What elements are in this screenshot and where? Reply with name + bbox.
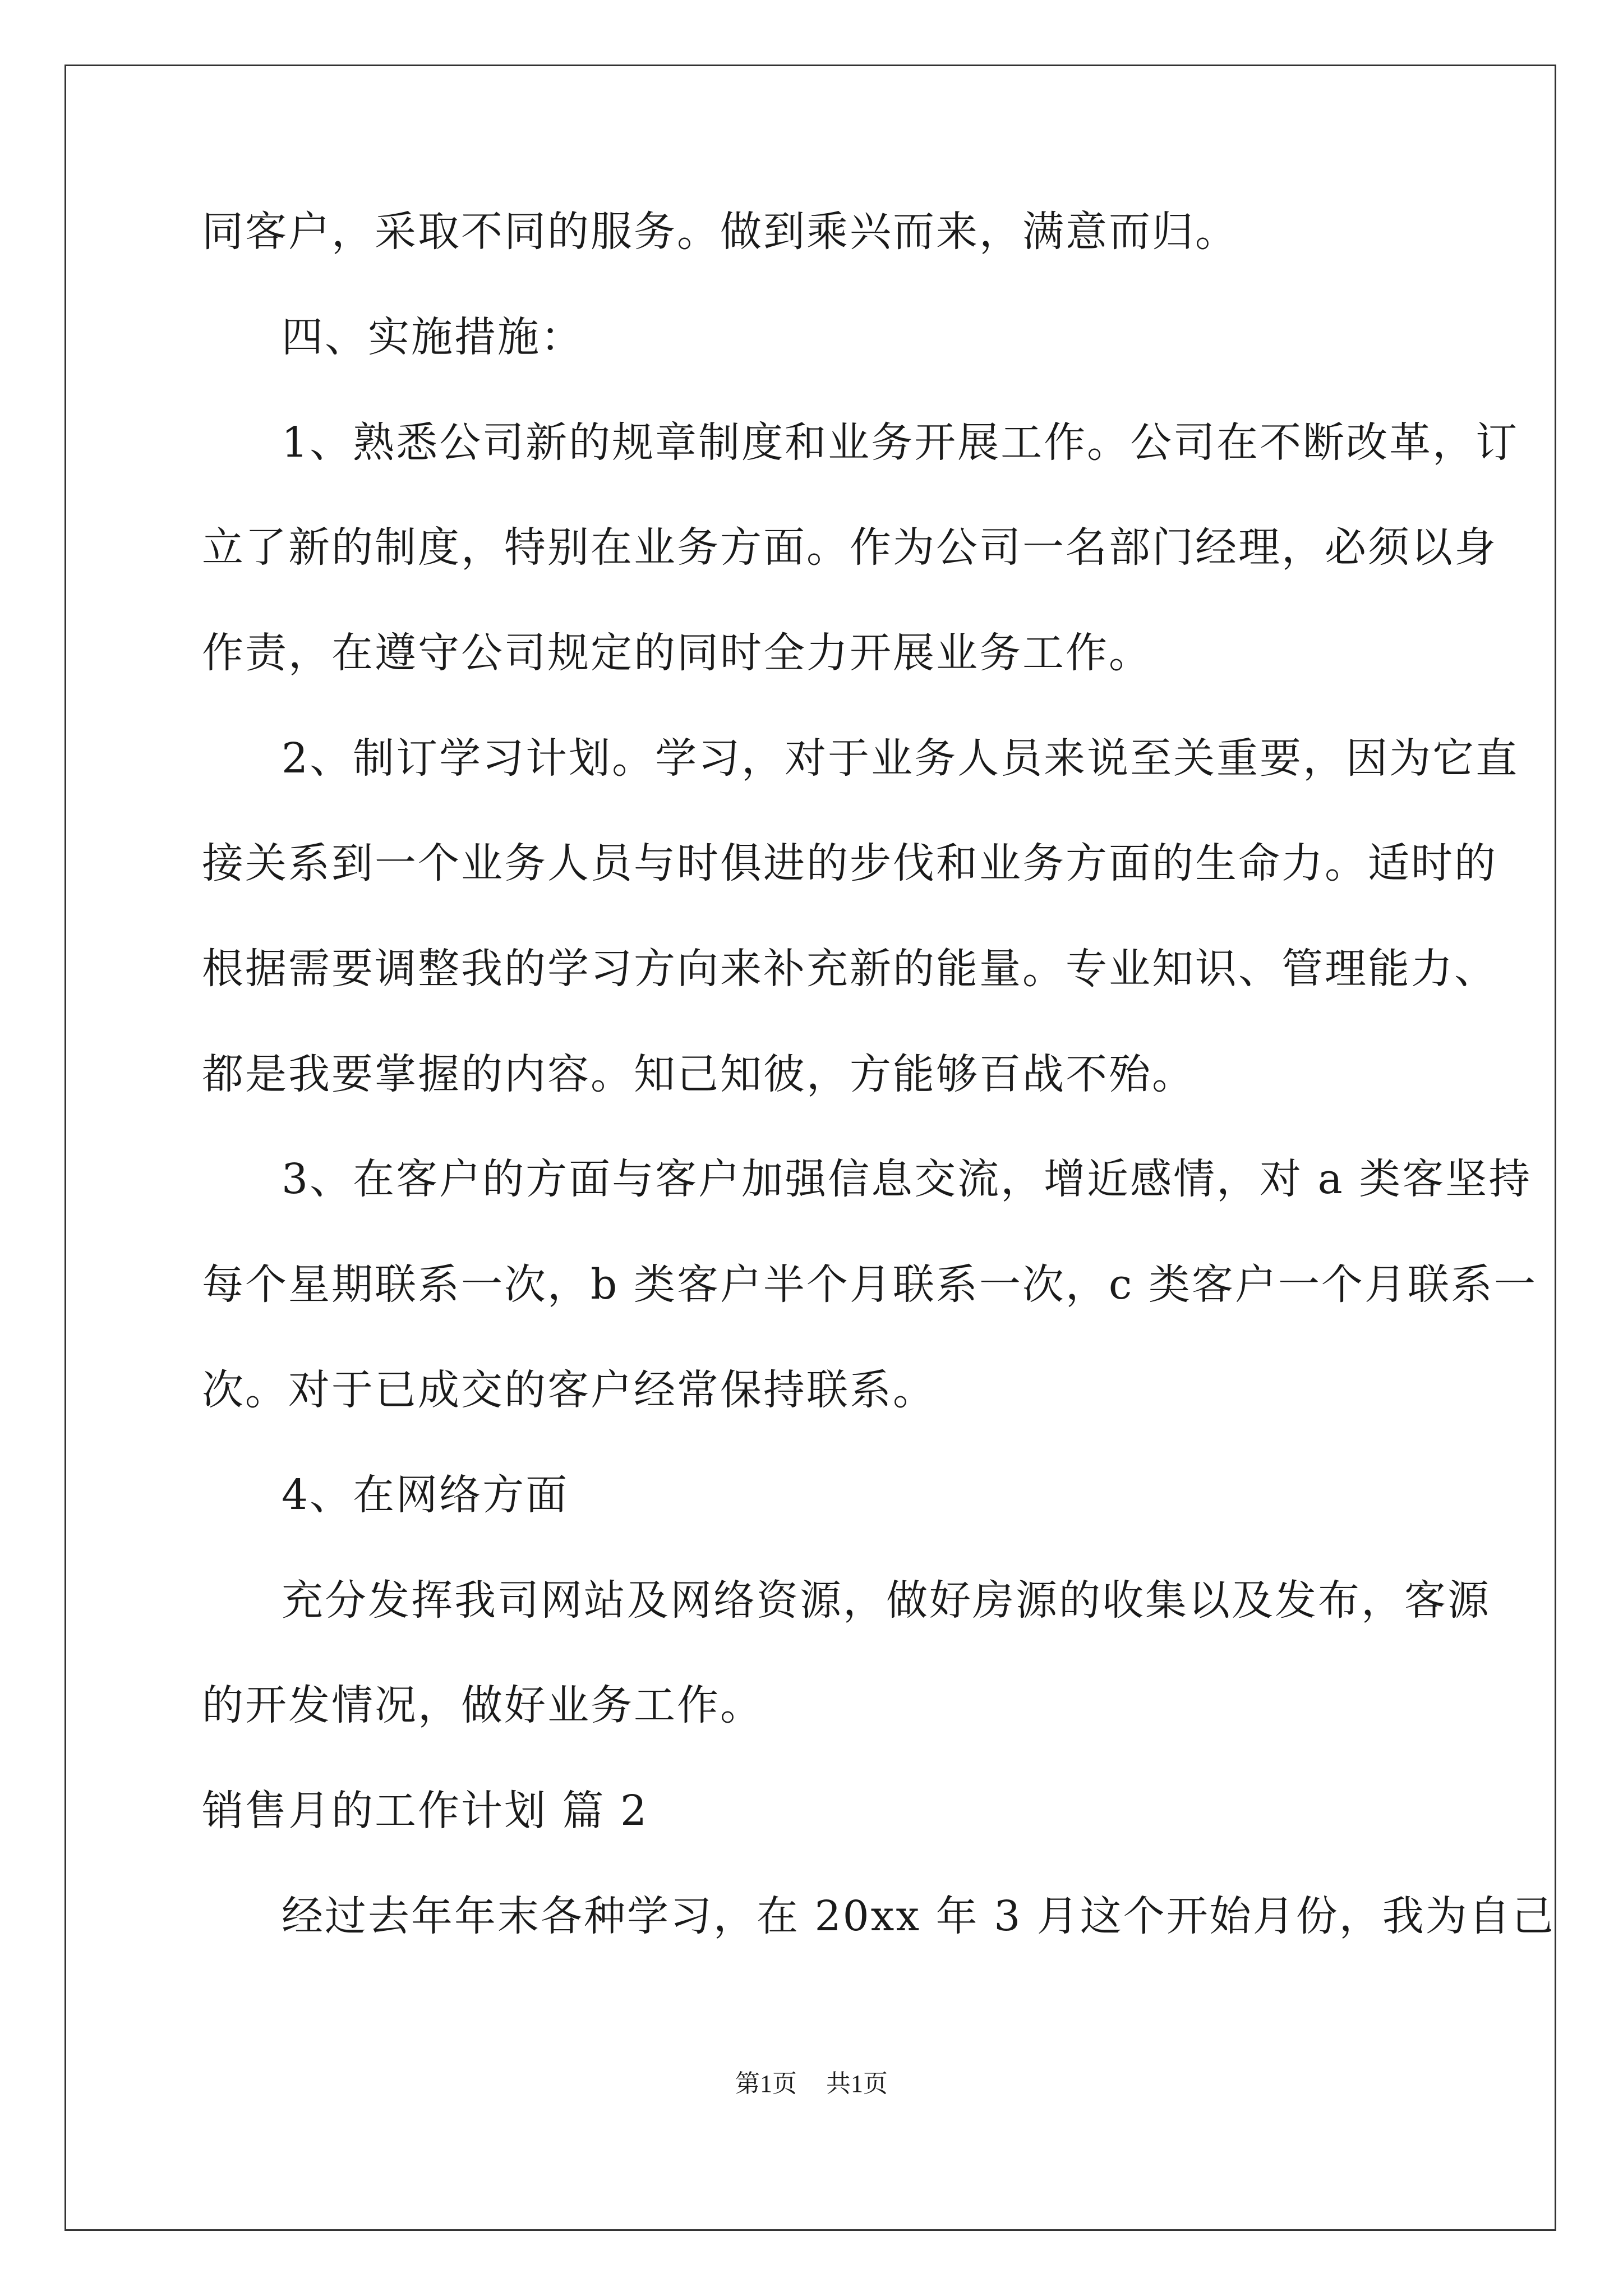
- body-line-1: 同客户，采取不同的服务。做到乘兴而来，满意而归。: [202, 208, 1238, 256]
- body-line-17: 经过去年年末各种学习，在 20xx 年 3 月这个开始月份，我为自己: [282, 1892, 1555, 1940]
- body-line-14: 充分发挥我司网站及网络资源，做好房源的收集以及发布，客源: [282, 1576, 1491, 1625]
- body-line-4: 立了新的制度，特别在业务方面。作为公司一名部门经理，必须以身: [202, 523, 1497, 572]
- body-line-8: 根据需要调整我的学习方向来补充新的能量。专业知识、管理能力、: [202, 945, 1497, 993]
- subheading-network: 4、在网络方面: [282, 1471, 569, 1519]
- body-line-10: 3、在客户的方面与客户加强信息交流，增近感情，对 a 类客坚持: [282, 1155, 1532, 1203]
- page-footer: [0, 2067, 1623, 2101]
- body-line-15: 的开发情况，做好业务工作。: [202, 1681, 763, 1729]
- body-line-5: 作责，在遵守公司规定的同时全力开展业务工作。: [202, 629, 1152, 677]
- section-title-part-2: 销售月的工作计划 篇 2: [202, 1787, 649, 1835]
- body-line-12: 次。对于已成交的客户经常保持联系。: [202, 1366, 936, 1414]
- page-number-current: 第1页: [735, 2070, 797, 2097]
- body-line-6: 2、制订学习计划。学习，对于业务人员来说至关重要，因为它直: [282, 734, 1519, 783]
- body-line-9: 都是我要掌握的内容。知己知彼，方能够百战不殆。: [202, 1050, 1195, 1098]
- page-number-total: 共1页: [826, 2070, 888, 2097]
- body-line-11: 每个星期联系一次，b 类客户半个月联系一次，c 类客户一个月联系一: [202, 1260, 1537, 1309]
- body-line-7: 接关系到一个业务人员与时俱进的步伐和业务方面的生命力。适时的: [202, 839, 1497, 887]
- body-line-3: 1、熟悉公司新的规章制度和业务开展工作。公司在不断改革，订: [282, 418, 1519, 467]
- section-heading-measures: 四、实施措施：: [282, 313, 584, 361]
